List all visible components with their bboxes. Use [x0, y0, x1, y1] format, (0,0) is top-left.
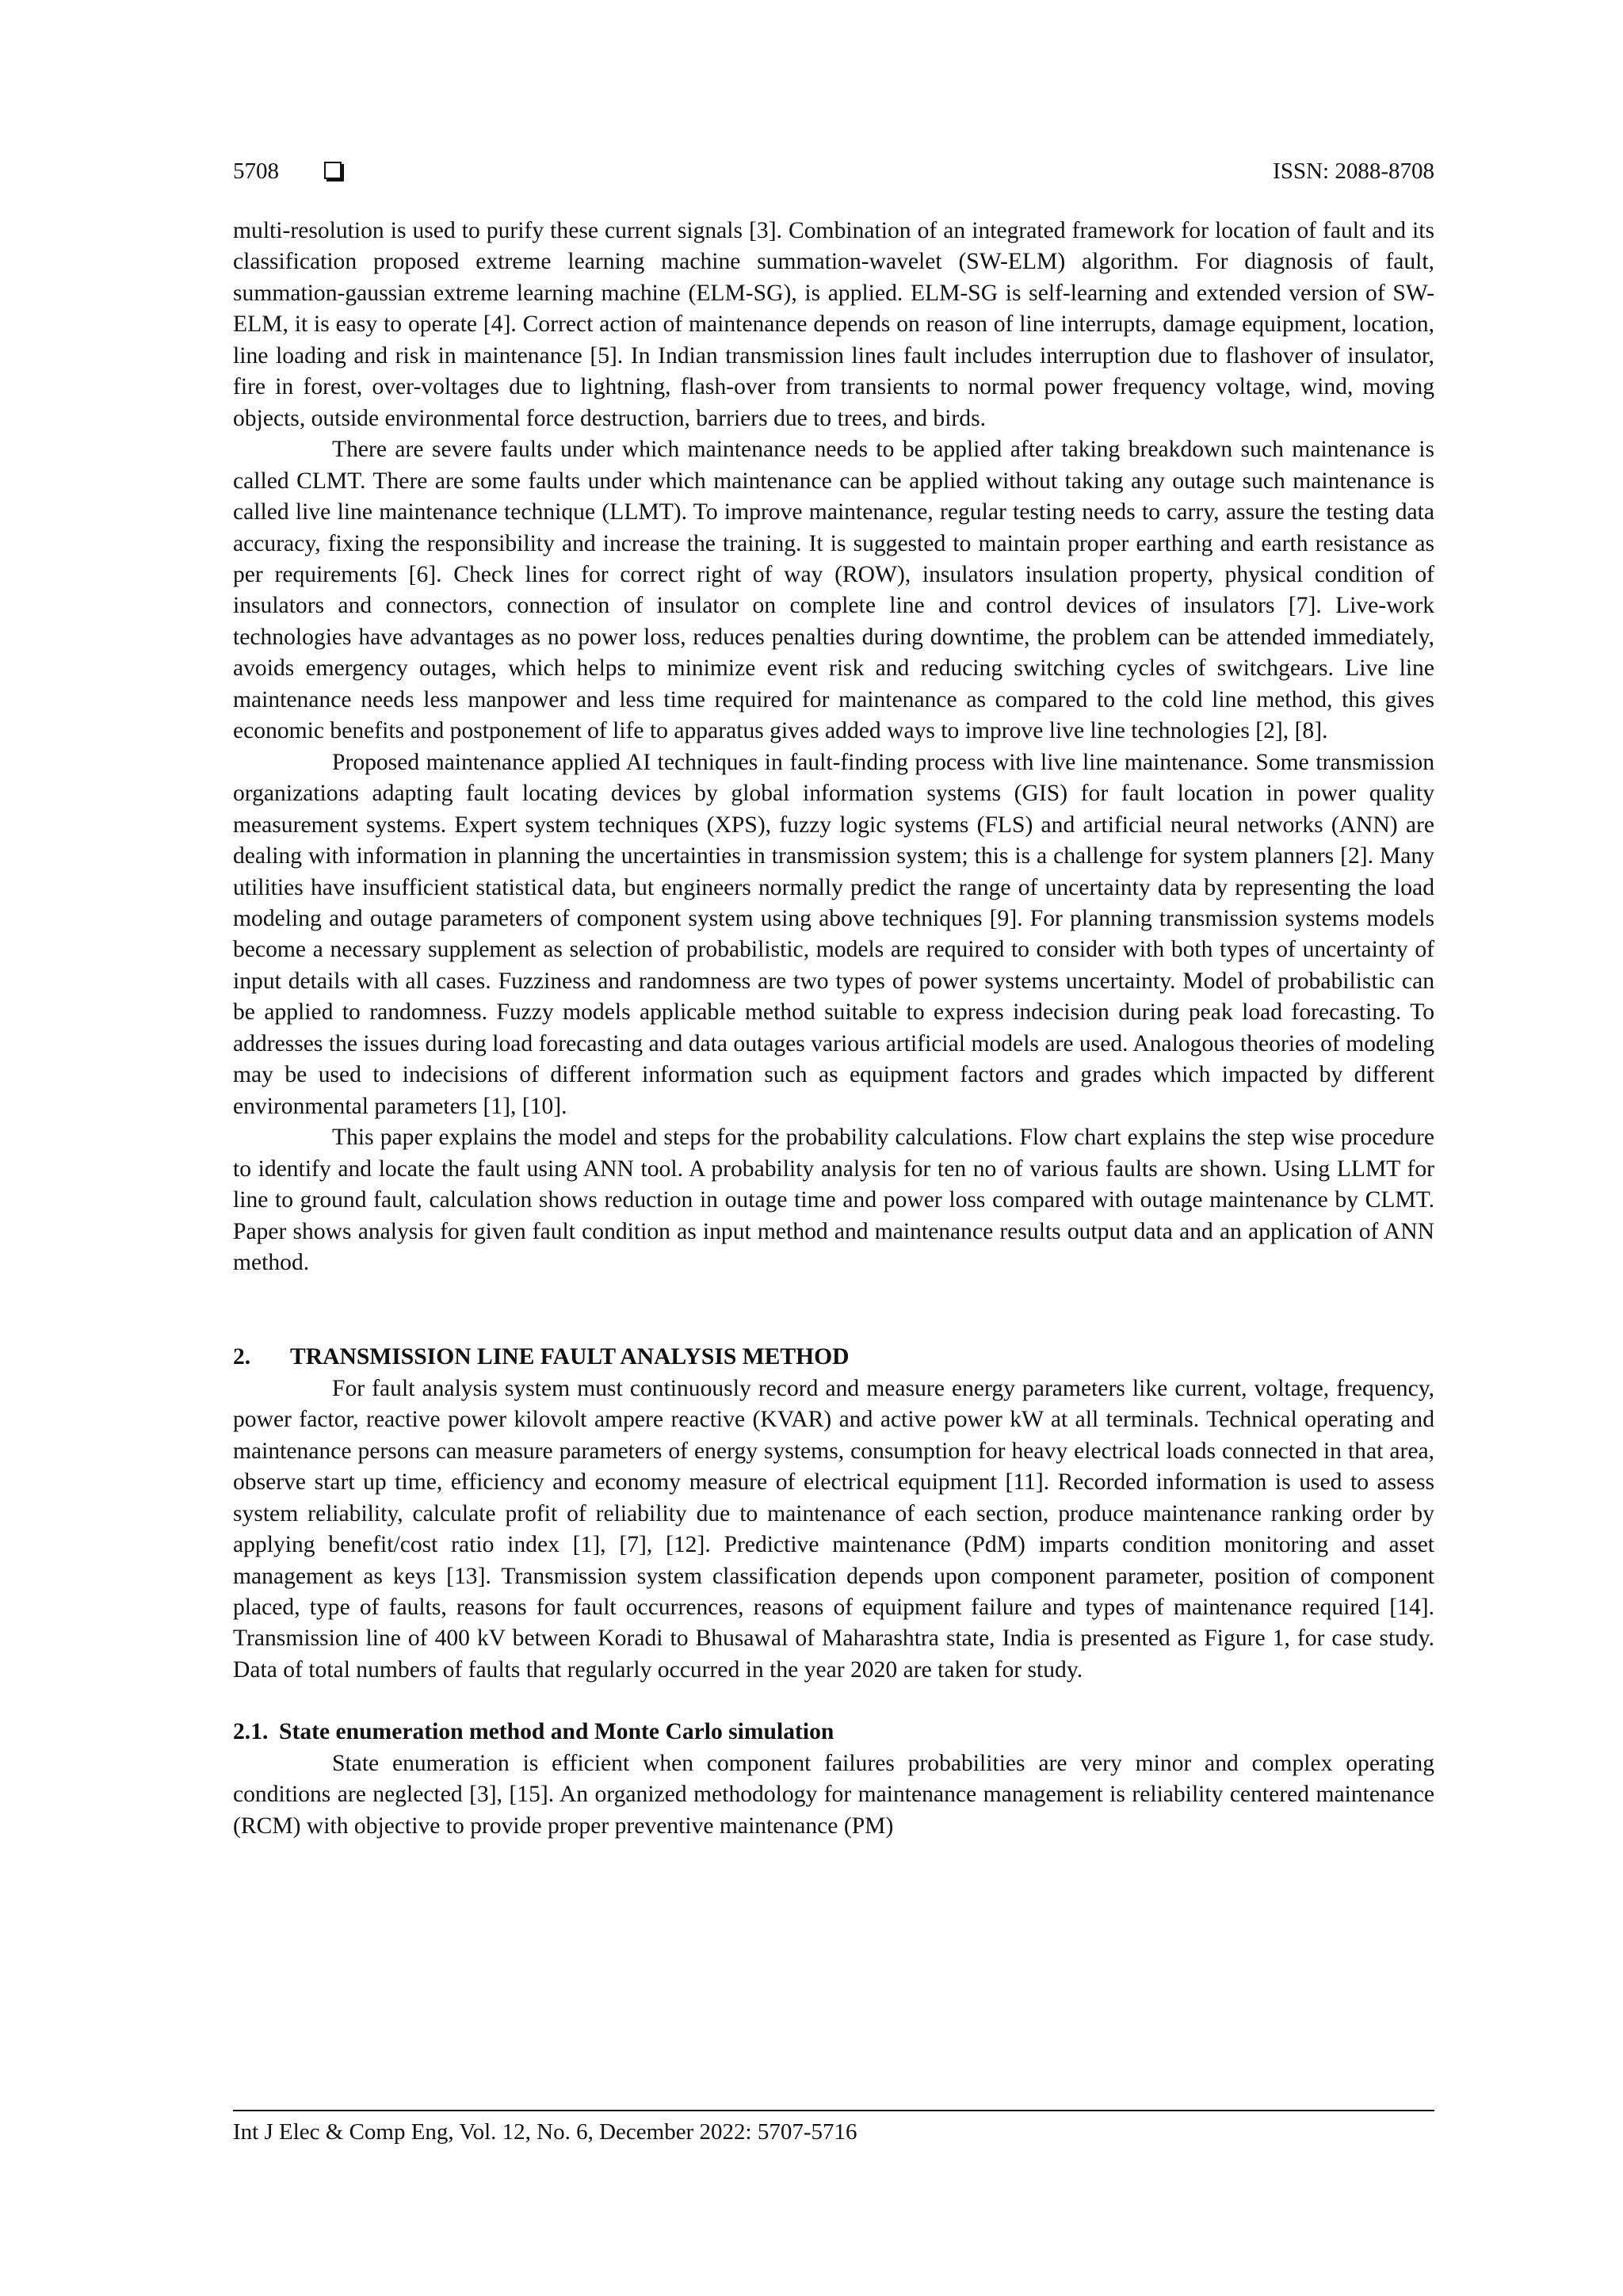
body-paragraph: This paper explains the model and steps for the probability calculations. Flow chart explains the step wise procedure to identify and locate the fault using ANN tool. A probability analysis for ten no of various faults are shown. Using LLMT for line to ground fault, calculation shows reduction in outage time and power loss compared with outage maintenance by CLMT. Paper shows analysis for given fault condition as input method and maintenance results output data and an application of ANN method.: [233, 1125, 1434, 1275]
page-header: [233, 155, 1434, 187]
footer-divider: [233, 2110, 1434, 2111]
body-paragraph: State enumeration is efficient when component failures probabilities are very minor and complex operating conditions are neglected [3], [15]. An organized methodology for maintenance management is reliability centered maintenance (RCM) with objective to provide proper preventive maintenance (PM): [233, 1750, 1434, 1839]
section-heading: [233, 1342, 1434, 1373]
subsection-number: 2.1.: [233, 1719, 269, 1745]
body-paragraph: Proposed maintenance applied AI techniques in fault-finding process with live line maintenance. Some transmission organizations adapting fault locating devices by global information systems (GIS) for fault location in power quality measurement systems. Expert system techniques (XPS), fuzzy logic systems (FLS) and artificial neural networks (ANN) are dealing with information in planning the uncertainties in transmission system; this is a challenge for system planners [2]. Many utilities have insufficient statistical data, but engineers normally predict the range of uncertainty data by representing the load modeling and outage parameters of component system using above techniques [9]. For planning transmission systems models become a necessary supplement as selection of probabilistic, models are required to consider with both types of uncertainty of input details with all cases. Fuzziness and randomness are two types of power systems uncertainty. Model of probabilistic can be applied to randomness. Fuzzy models applicable method suitable to express indecision during peak load forecasting. To addresses the issues during load forecasting and data outages various artificial models are used. Analogous theories of modeling may be used to indecisions of different information such as equipment factors and grades which impacted by different environmental parameters [1], [10].: [233, 749, 1434, 1119]
footer-citation: Int J Elec & Comp Eng, Vol. 12, No. 6, December 2022: 5707-5716: [233, 2119, 857, 2145]
section-title: TRANSMISSION LINE FAULT ANALYSIS METHOD: [290, 1344, 850, 1370]
article-body: [233, 216, 1434, 1842]
section-number: 2.: [233, 1344, 251, 1370]
body-paragraph: For fault analysis system must continuously record and measure energy parameters like current, voltage, frequency, power factor, reactive power kilovolt ampere reactive (KVAR) and active power kW at all terminals. Technical operating and maintenance persons can measure parameters of energy systems, consumption for heavy electrical loads connected in that area, observe start up time, efficiency and economy measure of electrical equipment [11]. Recorded information is used to assess system reliability, calculate profit of reliability due to maintenance of each section, produce maintenance ranking order by applying benefit/cost ratio index [1], [7], [12]. Predictive maintenance (PdM) imparts condition monitoring and asset management as keys [13]. Transmission system classification depends upon component parameter, position of component placed, type of faults, reasons for fault occurrences, reasons of equipment failure and types of maintenance required [14]. Transmission line of 400 kV between Koradi to Bhusawal of Maharashtra state, India is presented as Figure 1, for case study. Data of total numbers of faults that regularly occurred in the year 2020 are taken for study.: [233, 1375, 1434, 1683]
checkbox-square-icon: [324, 162, 342, 179]
body-paragraph: There are severe faults under which maintenance needs to be applied after taking breakdown such maintenance is called CLMT. There are some faults under which maintenance can be applied without taking any outage such maintenance is called live line maintenance technique (LLMT). To improve maintenance, regular testing needs to carry, assure the testing data accuracy, fixing the responsibility and increase the training. It is suggested to maintain proper earthing and earth resistance as per requirements [6]. Check lines for correct right of way (ROW), insulators insulation property, physical condition of insulators and connectors, connection of insulator on complete line and control devices of insulators [7]. Live-work technologies have advantages as no power loss, reduces penalties during downtime, the problem can be attended immediately, avoids emergency outages, which helps to minimize event risk and reducing switching cycles of switchgears. Live line maintenance needs less manpower and less time required for maintenance as compared to the cold line method, this gives economic benefits and postponement of life to apparatus gives added ways to improve live line technologies [2], [8].: [233, 437, 1434, 744]
subsection-title: State enumeration method and Monte Carlo simulation: [279, 1719, 834, 1745]
page-number: 5708: [233, 159, 279, 184]
subsection-heading: [233, 1717, 1434, 1748]
issn-label: ISSN: 2088-8708: [1273, 159, 1434, 184]
body-paragraph: multi-resolution is used to purify these current signals [3]. Combination of an integrated framework for location of fault and its classification proposed extreme learning machine summation-wavelet (SW-ELM) algorithm. For diagnosis of fault, summation-gaussian extreme learning machine (ELM-SG), is applied. ELM-SG is self-learning and extended version of SW-ELM, it is easy to operate [4]. Correct action of maintenance depends on reason of line interrupts, damage equipment, location, line loading and risk in maintenance [5]. In Indian transmission lines fault includes interruption due to flashover of insulator, fire in forest, over-voltages due to lightning, flash-over from transients to normal power frequency voltage, wind, moving objects, outside environmental force destruction, barriers due to trees, and birds.: [233, 218, 1434, 431]
